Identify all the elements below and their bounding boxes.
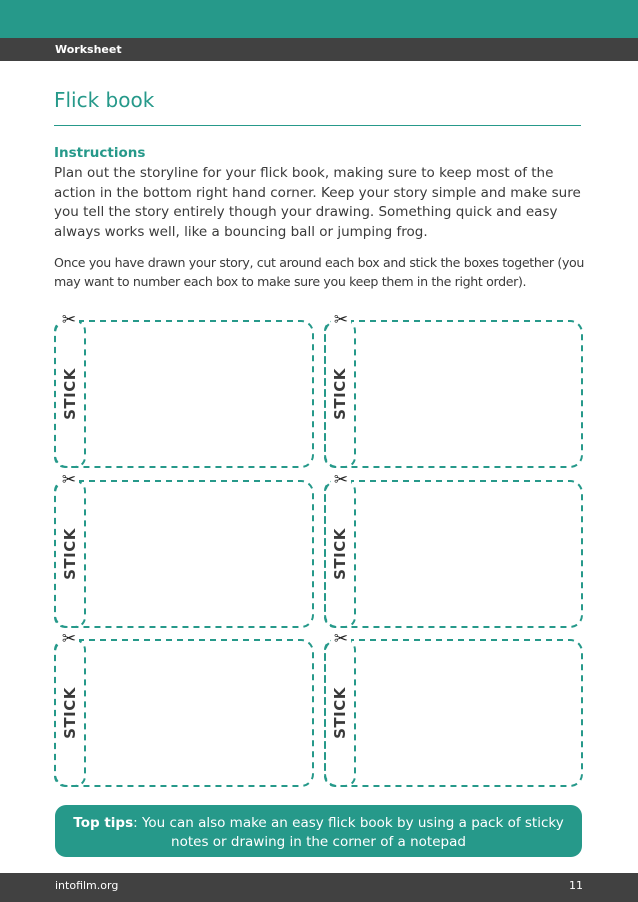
scissors-icon: ✂ (59, 631, 79, 648)
scissors-icon: ✂ (331, 312, 351, 329)
footer-site: intofilm.org (55, 879, 119, 892)
box-6-frame (325, 640, 582, 786)
box-2-frame (325, 321, 582, 467)
scissors-icon: ✂ (331, 631, 351, 648)
box-3-frame (55, 481, 313, 627)
instructions-paragraph-1: Plan out the storyline for your flick book, making sure to keep most of the action in the bottom right hand corner. Keep your story simple and make sure you tell the story entirely though your drawing. Something quick and easy always works well, like a bouncing ball or jumping frog. (54, 165, 581, 240)
header-label: Worksheet (55, 43, 122, 56)
top-tips-text (55, 814, 582, 852)
stick-label: STICK (61, 528, 79, 580)
stick-label: STICK (331, 368, 349, 420)
stick-label: STICK (61, 687, 79, 739)
stick-label: STICK (331, 687, 349, 739)
scissors-icon: ✂ (59, 312, 79, 329)
box-1-frame (55, 321, 313, 467)
scissors-icon: ✂ (331, 472, 351, 489)
box-4-frame (325, 481, 582, 627)
stick-label: STICK (61, 368, 79, 420)
top-tips-label: Top tips (73, 815, 134, 831)
stick-label: STICK (331, 528, 349, 580)
page-title: Flick book (54, 88, 155, 112)
instructions-paragraph-2: Once you have drawn your story, cut around each box and stick the boxes together (you may want to number each box to make sure you keep them in the right order). (54, 255, 585, 289)
box-5-frame (55, 640, 313, 786)
instructions-heading: Instructions (54, 145, 146, 161)
top-tips-body: : You can also make an easy flick book by using a pack of sticky notes or drawing in the corner of a notepad (133, 815, 564, 850)
scissors-icon: ✂ (59, 472, 79, 489)
page-number: 11 (569, 879, 583, 892)
